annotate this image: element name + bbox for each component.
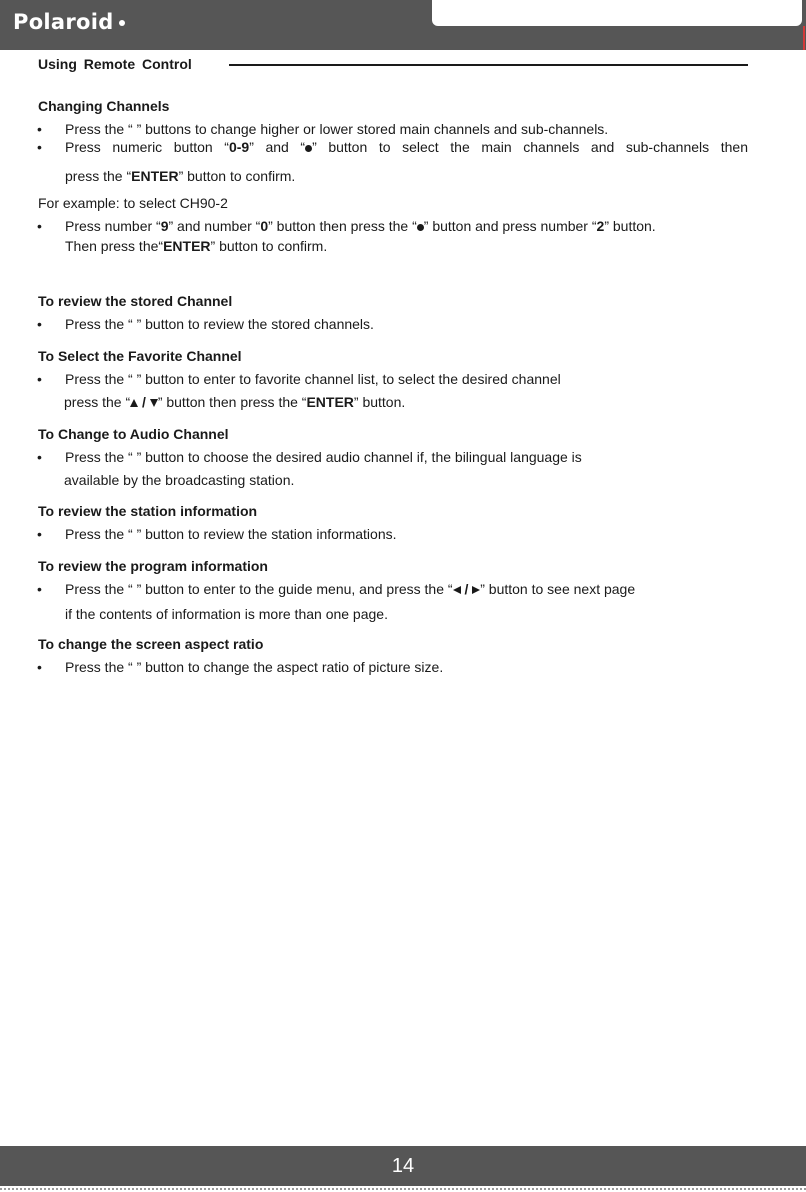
heading-program: To review the program information bbox=[38, 558, 268, 574]
bullet-icon: • bbox=[37, 316, 42, 332]
changing-bullet-2: Press numeric button “0-9” and “ ” button to select the main channels and sub-channels then bbox=[65, 139, 748, 155]
bullet-icon: • bbox=[37, 371, 42, 387]
example-text: For example: to select CH90-2 bbox=[38, 195, 228, 211]
example-bullet: Press number “9” and number “0” button then press the “ ” button and press number “2” button. bbox=[65, 218, 656, 234]
bullet-icon: • bbox=[37, 121, 42, 137]
review-stored-bullet: Press the “ ” button to review the stored channels. bbox=[65, 316, 374, 332]
bullet-icon: • bbox=[37, 139, 42, 155]
logo-dot-icon bbox=[119, 20, 125, 26]
header-accent-line bbox=[803, 26, 805, 50]
heading-changing-channels: Changing Channels bbox=[38, 98, 170, 114]
program-bullet: Press the “ ” button to enter to the guide menu, and press the “ / ” button to see next page bbox=[65, 581, 636, 597]
dot-button-icon bbox=[417, 224, 424, 231]
heading-review-stored: To review the stored Channel bbox=[38, 293, 233, 309]
page-number: 14 bbox=[391, 1155, 415, 1177]
bullet-icon: • bbox=[37, 659, 42, 675]
down-arrow-icon bbox=[150, 399, 158, 407]
example-bullet-line2: Then press the“ENTER” button to confirm. bbox=[65, 238, 328, 254]
header-tab bbox=[432, 0, 802, 26]
left-arrow-icon bbox=[453, 586, 461, 594]
heading-favorite: To Select the Favorite Channel bbox=[38, 348, 242, 364]
station-bullet: Press the “ ” button to review the station informations. bbox=[65, 526, 397, 542]
heading-audio: To Change to Audio Channel bbox=[38, 426, 229, 442]
bullet-icon: • bbox=[37, 581, 42, 597]
audio-bullet-line2: available by the broadcasting station. bbox=[64, 472, 295, 488]
bullet-icon: • bbox=[37, 526, 42, 542]
favorite-bullet: Press the “ ” button to enter to favorite channel list, to select the desired channel bbox=[65, 371, 561, 387]
dot-button-icon bbox=[305, 145, 312, 152]
aspect-bullet: Press the “ ” button to change the aspect ratio of picture size. bbox=[65, 659, 444, 675]
polaroid-logo: Polaroid bbox=[13, 10, 125, 34]
footer-dotted-line bbox=[0, 1188, 806, 1190]
title-rule bbox=[229, 64, 748, 66]
favorite-bullet-line2: press the “ / ” button then press the “ENTER” button. bbox=[64, 394, 406, 410]
heading-station: To review the station information bbox=[38, 503, 258, 519]
bullet-icon: • bbox=[37, 449, 42, 465]
audio-bullet: Press the “ ” button to choose the desired audio channel if, the bilingual language is bbox=[65, 449, 582, 465]
program-bullet-line2: if the contents of information is more than one page. bbox=[65, 606, 388, 622]
up-arrow-icon bbox=[130, 399, 138, 407]
changing-bullet-2-line2: press the “ENTER” button to confirm. bbox=[65, 168, 296, 184]
heading-aspect: To change the screen aspect ratio bbox=[38, 636, 264, 652]
changing-bullet-1: Press the “ ” buttons to change higher or lower stored main channels and sub-channels. bbox=[65, 121, 609, 137]
section-title: Using Remote Control bbox=[38, 56, 192, 72]
bullet-icon: • bbox=[37, 218, 42, 234]
